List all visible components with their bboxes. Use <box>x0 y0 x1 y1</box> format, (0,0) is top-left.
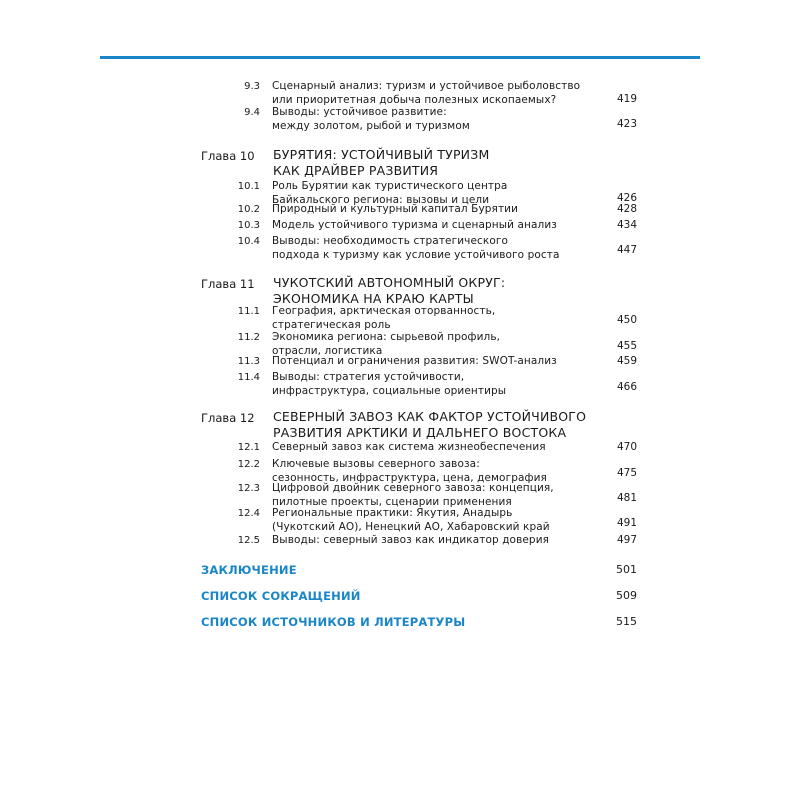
section-number: 11.4 <box>237 372 260 383</box>
section-number: 12.1 <box>237 442 260 453</box>
section-page-number: 481 <box>616 492 637 504</box>
back-matter-title: СПИСОК ИСТОЧНИКОВ И ЛИТЕРАТУРЫ <box>201 615 466 629</box>
section-title: Выводы: северный завоз как индикатор доверия <box>272 534 550 546</box>
chapter-title: БУРЯТИЯ: УСТОЙЧИВЫЙ ТУРИЗМ КАК ДРАЙВЕР РАЗВИТИЯ <box>273 147 490 178</box>
section-number: 10.1 <box>237 181 260 192</box>
back-matter-page-number: 509 <box>616 589 637 602</box>
section-page-number: 419 <box>616 93 637 105</box>
section-title: Модель устойчивого туризма и сценарный анализ <box>272 219 557 231</box>
section-page-number: 459 <box>616 355 637 367</box>
back-matter-title: ЗАКЛЮЧЕНИЕ <box>201 563 297 577</box>
chapter-label: Глава 12 <box>201 411 255 425</box>
section-page-number: 491 <box>616 517 637 529</box>
chapter-label: Глава 10 <box>201 149 255 163</box>
section-number: 10.2 <box>237 204 260 215</box>
section-number: 11.3 <box>237 356 260 367</box>
section-page-number: 497 <box>616 534 637 546</box>
section-title: Выводы: стратегия устойчивости, инфраструктура, социальные ориентиры <box>272 371 507 397</box>
section-title: Выводы: устойчивое развитие: между золотом, рыбой и туризмом <box>272 106 470 132</box>
back-matter-page-number: 501 <box>616 563 637 576</box>
chapter-label: Глава 11 <box>201 277 255 291</box>
section-page-number: 428 <box>616 203 637 215</box>
section-title: География, арктическая оторванность, стратегическая роль <box>272 305 496 331</box>
chapter-title: СЕВЕРНЫЙ ЗАВОЗ КАК ФАКТОР УСТОЙЧИВОГО РАЗВИТИЯ АРКТИКИ И ДАЛЬНЕГО ВОСТОКА <box>273 409 587 440</box>
section-page-number: 475 <box>616 467 637 479</box>
section-title: Выводы: необходимость стратегического подхода к туризму как условие устойчивого роста <box>272 235 560 261</box>
section-page-number: 434 <box>616 219 637 231</box>
section-number: 12.4 <box>237 508 260 519</box>
section-number: 12.2 <box>237 459 260 470</box>
back-matter-page-number: 515 <box>616 615 637 628</box>
section-number: 11.2 <box>237 332 260 343</box>
section-number: 10.3 <box>237 220 260 231</box>
section-title: Сценарный анализ: туризм и устойчивое рыболовство или приоритетная добыча полезных ископаемых? <box>272 80 581 106</box>
section-title: Потенциал и ограничения развития: SWOT-анализ <box>272 355 557 367</box>
section-title: Ключевые вызовы северного завоза: сезонность, инфраструктура, цена, демография <box>272 458 547 484</box>
section-number: 11.1 <box>237 306 260 317</box>
section-number: 9.3 <box>244 81 260 92</box>
section-page-number: 470 <box>616 441 637 453</box>
section-page-number: 426 <box>616 192 637 204</box>
section-title: Северный завоз как система жизнеобеспечения <box>272 441 546 453</box>
section-page-number: 447 <box>616 244 637 256</box>
section-page-number: 423 <box>616 118 637 130</box>
section-title: Региональные практики: Якутия, Анадырь (Чукотский АО), Ненецкий АО, Хабаровский край <box>272 507 550 533</box>
section-number: 9.4 <box>244 107 260 118</box>
section-number: 12.5 <box>237 535 260 546</box>
section-page-number: 466 <box>616 381 637 393</box>
section-page-number: 450 <box>616 314 637 326</box>
section-page-number: 455 <box>616 340 637 352</box>
section-title: Цифровой двойник северного завоза: концепция, пилотные проекты, сценарии применения <box>272 482 554 508</box>
section-title: Экономика региона: сырьевой профиль, отрасли, логистика <box>272 331 501 357</box>
section-number: 12.3 <box>237 483 260 494</box>
section-title: Природный и культурный капитал Бурятии <box>272 203 519 215</box>
back-matter-title: СПИСОК СОКРАЩЕНИЙ <box>201 589 361 603</box>
chapter-title: ЧУКОТСКИЙ АВТОНОМНЫЙ ОКРУГ: ЭКОНОМИКА НА КРАЮ КАРТЫ <box>273 275 506 306</box>
section-number: 10.4 <box>237 236 260 247</box>
section-title: Роль Бурятии как туристического центра Байкальского региона: вызовы и цели <box>272 180 508 206</box>
